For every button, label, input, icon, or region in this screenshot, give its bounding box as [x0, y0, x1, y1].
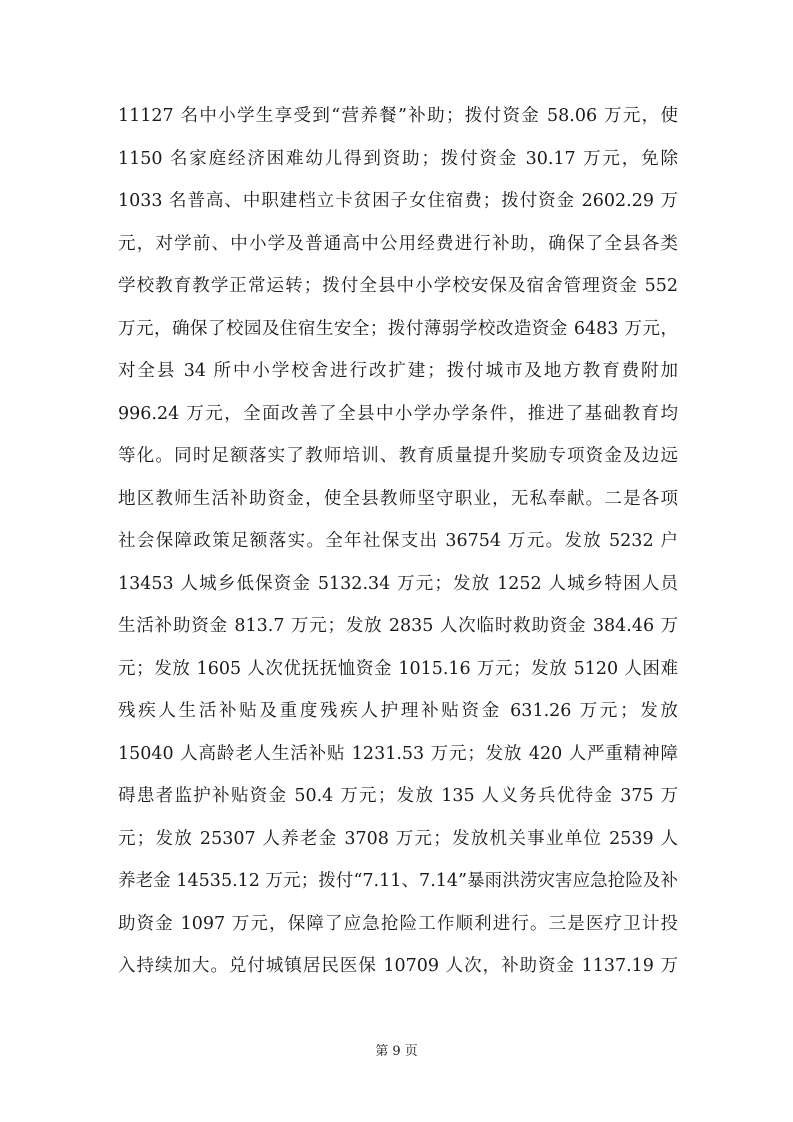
text-line: 996.24 万元，全面改善了全县中小学办学条件，推进了基础教育均 [118, 403, 678, 424]
text-line: 13453 人城乡低保资金 5132.34 万元；发放 1252 人城乡特困人员 [118, 573, 678, 594]
text-line: 地区教师生活补助资金，使全县教师坚守职业，无私奉献。二是各项 [118, 488, 678, 509]
text-line: 残疾人生活补贴及重度残疾人护理补贴资金 631.26 万元；发放 [118, 701, 678, 721]
text-line: 生活补助资金 813.7 万元；发放 2835 人次临时救助资金 384.46 万 [118, 616, 678, 636]
text-line: 社会保障政策足额落实。全年社保支出 36754 万元。发放 5232 户 [118, 531, 678, 551]
text-line: 养老金 14535.12 万元；拨付“7.11、7.14”暴雨洪涝灾害应急抢险及补 [118, 871, 678, 891]
page-footer [0, 1040, 793, 1059]
text-line: 入持续加大。兑付城镇居民医保 10709 人次，补助资金 1137.19 万 [118, 956, 678, 976]
text-line: 1150 名家庭经济困难幼儿得到资助；拨付资金 30.17 万元，免除 [118, 148, 678, 169]
text-line: 11127 名中小学生享受到“营养餐”补助；拨付资金 58.06 万元，使 [118, 106, 678, 126]
text-line: 元；发放 1605 人次优抚抚恤资金 1015.16 万元；发放 5120 人困难 [118, 658, 678, 679]
text-line: 万元，确保了校园及住宿生安全；拨付薄弱学校改造资金 6483 万元， [118, 318, 678, 339]
text-line: 元；发放 25307 人养老金 3708 万元；发放机关事业单位 2539 人 [118, 828, 678, 849]
text-line: 15040 人高龄老人生活补贴 1231.53 万元；发放 420 人严重精神障 [118, 743, 678, 764]
text-line: 元，对学前、中小学及普通高中公用经费进行补助，确保了全县各类 [118, 233, 678, 254]
text-line: 学校教育教学正常运转；拨付全县中小学校安保及宿舍管理资金 552 [118, 276, 678, 296]
text-line: 对全县 34 所中小学校舍进行改扩建；拨付城市及地方教育费附加 [118, 361, 678, 381]
text-line: 碍患者监护补贴资金 50.4 万元；发放 135 人义务兵优待金 375 万 [118, 786, 678, 806]
text-line: 1033 名普高、中职建档立卡贫困子女住宿费；拨付资金 2602.29 万 [118, 191, 678, 211]
text-line: 等化。同时足额落实了教师培训、教育质量提升奖励专项资金及边远 [118, 446, 678, 466]
page-number: 第 9 页 [375, 1044, 418, 1059]
body-text [118, 95, 678, 988]
text-line: 助资金 1097 万元，保障了应急抢险工作顺利进行。三是医疗卫计投 [118, 913, 678, 934]
